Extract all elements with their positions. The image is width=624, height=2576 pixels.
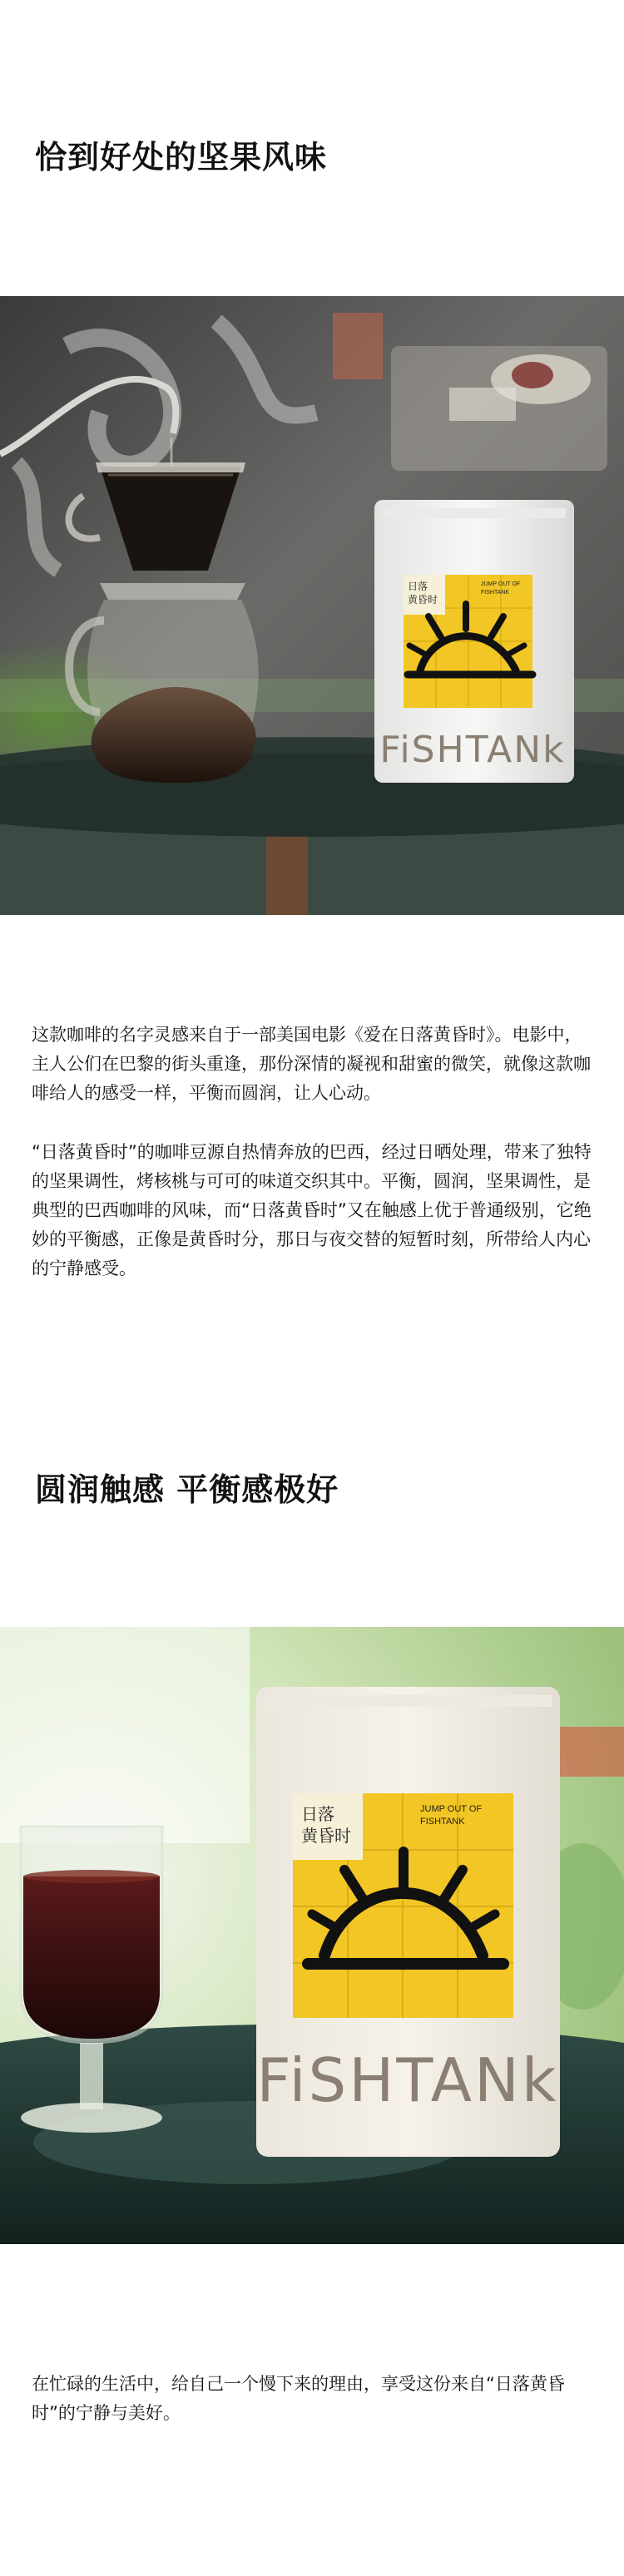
- pour-over-coffee-photo: [0, 296, 624, 915]
- origin-paragraph: “日落黄昏时”的咖啡豆源自热情奔放的巴西，经过日晒处理，带来了独特的坚果调性，烤核桃与可可的味道交织其中。平衡，圆润，坚果调性，是典型的巴西咖啡的风味，而“日落黄昏时”又在触感上优于普通级别，它绝妙的平衡感，正像是黄昏时分，那日与夜交替的短暂时刻，所带给人内心的宁静感受。: [32, 1142, 592, 1278]
- bag2-tagline-line1: JUMP OUT OF: [420, 1804, 483, 1814]
- section-heading-nutty-flavor: 恰到好处的坚果风味: [35, 139, 328, 176]
- bag1-name-line2: 黄昏时: [408, 594, 438, 606]
- coffee-glass-photo: [0, 1627, 624, 2244]
- bag1-tagline-line1: JUMP OUT OF: [481, 581, 521, 587]
- closing-paragraph: 在忙碌的生活中，给自己一个慢下来的理由，享受这份来自“日落黄昏时”的宁静与美好。: [32, 2374, 565, 2423]
- bag2-tagline-line2: FISHTANK: [420, 1817, 465, 1827]
- bag2-brand-text: FiSHTANk: [256, 2045, 559, 2115]
- pour-over-coffee-illustration: [0, 296, 624, 915]
- bag2-name-line2: 黄昏时: [301, 1827, 351, 1846]
- coffee-glass-illustration: [0, 1627, 624, 2244]
- bag1-tagline-line2: FISHTANK: [481, 590, 510, 596]
- bag2-name-line1: 日落: [301, 1806, 334, 1824]
- bag1-name-line1: 日落: [408, 581, 428, 592]
- bag1-brand-text: FiSHTANk: [379, 729, 566, 771]
- section-heading-smooth-balance: 圆润触感 平衡感极好: [35, 1471, 339, 1508]
- intro-paragraph: 这款咖啡的名字灵感来自于一部美国电影《爱在日落黄昏时》。电影中，主人公们在巴黎的街头重逢，那份深情的凝视和甜蜜的微笑，就像这款咖啡给人的感受一样，平衡而圆润，让人心动。: [32, 1025, 591, 1103]
